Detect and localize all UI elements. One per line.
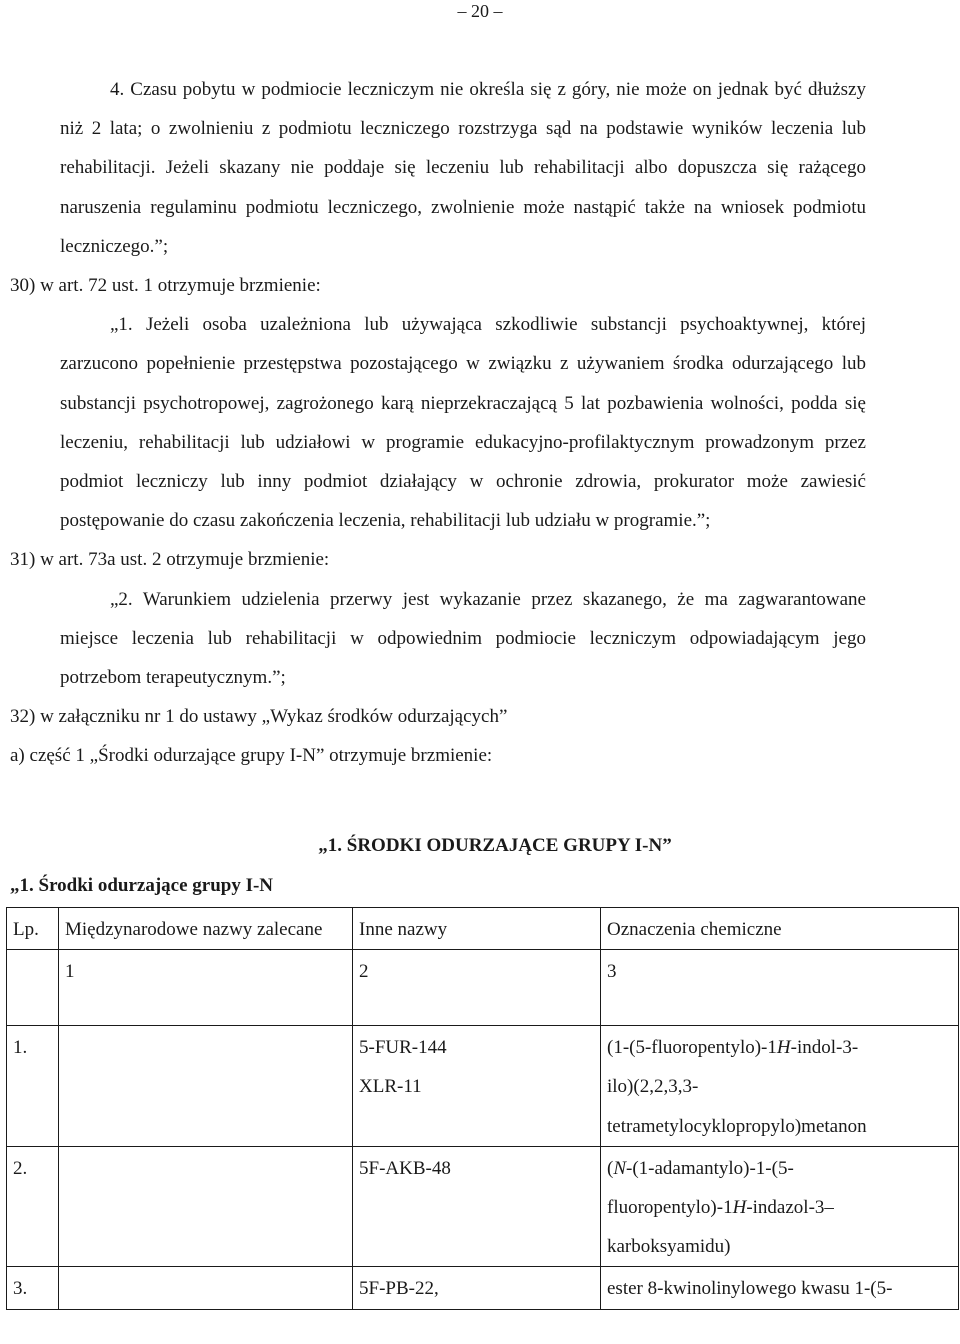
item-a: a) część 1 „Środki odurzające grupy I-N” otrzymuje brzmienie: — [10, 745, 493, 767]
row-lp: 1. — [7, 1026, 59, 1147]
item-31: 31) w art. 73a ust. 2 otrzymuje brzmienie: — [10, 549, 330, 571]
header-lp: Lp. — [7, 908, 59, 950]
row-chemical — [601, 1267, 959, 1309]
chemical-line — [607, 1149, 952, 1188]
other-name: 5F-PB-22, — [359, 1278, 439, 1300]
row-other-names — [353, 1026, 601, 1147]
row-other-names — [353, 1267, 601, 1309]
row-chemical — [601, 1026, 959, 1147]
row-intl-name — [59, 1267, 353, 1309]
annex-title: „1. ŚRODKI ODURZAJĄCE GRUPY I-N” — [318, 835, 672, 856]
other-name: 5F-AKB-48 — [359, 1157, 451, 1179]
chem-italic: N — [613, 1157, 627, 1179]
other-name: XLR-11 — [359, 1076, 422, 1098]
item-32: 32) w załączniku nr 1 do ustawy „Wykaz środków odurzających” — [10, 706, 508, 728]
chem-italic: H — [776, 1037, 791, 1059]
row-chemical — [601, 1146, 959, 1267]
chem-text: fluoropentylo)-1 — [607, 1197, 733, 1219]
row-lp: 2. — [7, 1146, 59, 1267]
header-intl-names — [59, 908, 353, 950]
chemical-line: ilo)(2,2,3,3- — [607, 1076, 699, 1098]
chemical-line: ester 8-kwinolinylowego kwasu 1-(5- — [607, 1278, 893, 1300]
chem-text: -(1-adamantylo)-1-(5- — [626, 1157, 794, 1179]
header-other-names: Inne nazwy — [353, 908, 601, 950]
numbering-cell-2: 2 — [353, 950, 601, 1026]
chem-text: -indazol-3– — [746, 1197, 834, 1219]
chem-italic: H — [732, 1197, 747, 1219]
table-row — [7, 1267, 959, 1309]
paragraph-ust-1: „1. Jeżeli osoba uzależniona lub używająca szkodliwie substancji psychoaktywnej, której zarzucono popełnienie przestępstwa pozostającego w związku z używaniem środka odurzającego lub substancji psychotropowej, zagrożonego karą nieprzekraczającą 5 lat pozbawienia wolności, podda się leczeniu, rehabilitacji lub udziałowi w programie edukacyjno-profilaktycznym prowadzonym przez podmiot leczniczy lub inny podmiot działający w ochronie zdrowia, prokurator może zawiesić postępowanie do czasu zakończenia leczenia, rehabilitacji lub udziału w programie.”; — [60, 314, 866, 532]
paragraph-ust-2: „2. Warunkiem udzielenia przerwy jest wykazanie przez skazanego, że ma zagwarantowane miejsce leczenia lub rehabilitacji w odpowiednim podmiocie leczniczym odpowiadającym jego potrzebom terapeutycznym.”; — [60, 588, 866, 689]
chemical-line — [607, 1188, 952, 1227]
table-row — [7, 1026, 959, 1147]
row-other-names — [353, 1146, 601, 1267]
item-30: 30) w art. 72 ust. 1 otrzymuje brzmienie: — [10, 275, 321, 297]
numbering-cell-empty — [7, 950, 59, 1026]
table-header-row — [7, 908, 959, 950]
table-row — [7, 1146, 959, 1267]
chemical-line: tetrametylocyklopropylo)metanon — [607, 1115, 867, 1137]
page-number: – 20 – — [457, 1, 503, 21]
chem-text: -indol-3- — [790, 1037, 859, 1059]
row-lp: 3. — [7, 1267, 59, 1309]
paragraph-ust-4: 4. Czasu pobytu w podmiocie leczniczym nie określa się z góry, nie może on jednak być dłuższy niż 2 lata; o zwolnieniu z podmiotu leczniczego rozstrzyga sąd na podstawie wyników leczenia lub rehabilitacji. Jeżeli skazany nie poddaje się leczeniu lub rehabilitacji albo dopuszcza się rażącego naruszenia regulaminu podmiotu leczniczego, zwolnienie może nastąpić także na wniosek podmiotu leczniczego.”; — [60, 79, 866, 257]
numbering-cell-3: 3 — [601, 950, 959, 1026]
header-chemical: Oznaczenia chemiczne — [601, 908, 959, 950]
table-numbering-row — [7, 950, 959, 1026]
other-name: 5-FUR-144 — [359, 1037, 447, 1059]
chem-text: (1-(5-fluoropentylo)-1 — [607, 1037, 777, 1059]
row-intl-name — [59, 1026, 353, 1147]
annex-subtitle: „1. Środki odurzające grupy I-N — [10, 875, 274, 896]
drug-table — [6, 907, 959, 1310]
numbering-cell-1: 1 — [59, 950, 353, 1026]
header-intl-names-text: Międzynarodowe nazwy zalecane — [65, 919, 323, 940]
document-body — [10, 70, 866, 776]
chemical-line — [607, 1028, 952, 1067]
chemical-line: karboksyamidu) — [607, 1236, 731, 1258]
row-intl-name — [59, 1146, 353, 1267]
chem-text: ( — [607, 1157, 614, 1179]
